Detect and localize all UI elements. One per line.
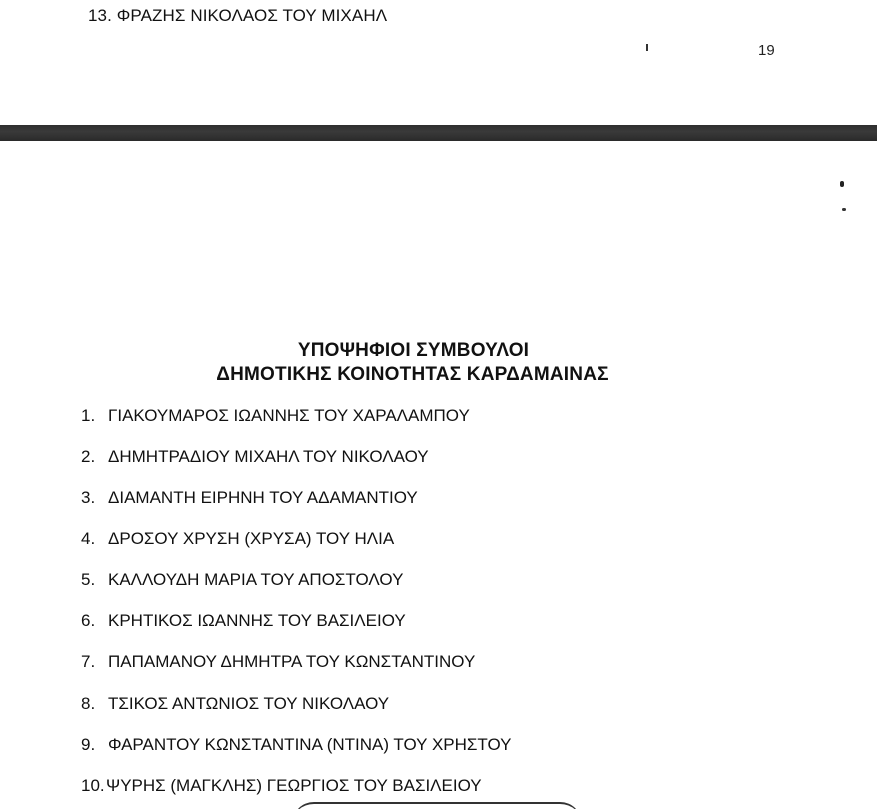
list-item-name: ΔΗΜΗΤΡΑΔΙΟΥ ΜΙΧΑΗΛ ΤΟΥ ΝΙΚΟΛΑΟΥ <box>108 447 429 466</box>
scan-speck <box>842 208 846 211</box>
previous-page-last-entry: 13. ΦΡΑΖΗΣ ΝΙΚΟΛΑΟΣ ΤΟΥ ΜΙΧΑΗΛ <box>88 6 388 25</box>
list-item <box>81 776 482 798</box>
list-item-name: ΔΙΑΜΑΝΤΗ ΕΙΡΗΝΗ ΤΟΥ ΑΔΑΜΑΝΤΙΟΥ <box>108 488 418 507</box>
list-item-number: 10. <box>81 776 105 795</box>
list-item-name: ΨΥΡΗΣ (ΜΑΓΚΛΗΣ) ΓΕΩΡΓΙΟΣ ΤΟΥ ΒΑΣΙΛΕΙΟΥ <box>106 776 482 795</box>
list-item-number: 1. <box>81 406 96 425</box>
list-item <box>81 570 403 592</box>
list-item-number: 3. <box>81 488 96 507</box>
list-item <box>81 529 394 551</box>
list-item-name: ΓΙΑΚΟΥΜΑΡΟΣ ΙΩΑΝΝΗΣ ΤΟΥ ΧΑΡΑΛΑΜΠΟΥ <box>108 406 470 425</box>
list-item-number: 4. <box>81 529 96 548</box>
scan-speck <box>840 181 844 187</box>
list-item <box>81 488 418 510</box>
list-item-number: 7. <box>81 652 96 671</box>
list-item-number: 2. <box>81 447 96 466</box>
list-item-name: ΔΡΟΣΟΥ ΧΡΥΣΗ (ΧΡΥΣΑ) ΤΟΥ ΗΛΙΑ <box>108 529 395 548</box>
scan-page-separator <box>0 125 877 141</box>
list-item <box>81 694 389 716</box>
list-item-number: 8. <box>81 694 96 713</box>
list-item-name: ΦΑΡΑΝΤΟΥ ΚΩΝΣΤΑΝΤΙΝΑ (ΝΤΙΝΑ) ΤΟΥ ΧΡΗΣΤΟΥ <box>108 735 512 754</box>
list-item <box>81 735 512 757</box>
section-subtitle: ΔΗΜΟΤΙΚΗΣ ΚΟΙΝΟΤΗΤΑΣ ΚΑΡΔΑΜΑΙΝΑΣ <box>216 364 609 385</box>
list-item <box>81 447 429 469</box>
list-item-number: 9. <box>81 735 96 754</box>
section-title: ΥΠΟΨΗΦΙΟΙ ΣΥΜΒΟΥΛΟΙ <box>297 340 530 361</box>
list-item <box>81 611 406 633</box>
list-item-number: 5. <box>81 570 96 589</box>
stamp-edge <box>292 802 582 809</box>
list-item-name: ΠΑΠΑΜΑΝΟΥ ΔΗΜΗΤΡΑ ΤΟΥ ΚΩΝΣΤΑΝΤΙΝΟΥ <box>108 652 476 671</box>
list-item-name: ΤΣΙΚΟΣ ΑΝΤΩΝΙΟΣ ΤΟΥ ΝΙΚΟΛΑΟΥ <box>108 694 390 713</box>
list-item-name: ΚΑΛΛΟΥΔΗ ΜΑΡΙΑ ΤΟΥ ΑΠΟΣΤΟΛΟΥ <box>108 570 404 589</box>
list-item-number: 6. <box>81 611 96 630</box>
list-item <box>81 406 470 428</box>
list-item <box>81 652 475 674</box>
page-number: 19 <box>758 42 775 59</box>
scan-mark <box>646 44 648 51</box>
list-item-name: ΚΡΗΤΙΚΟΣ ΙΩΑΝΝΗΣ ΤΟΥ ΒΑΣΙΛΕΙΟΥ <box>108 611 406 630</box>
